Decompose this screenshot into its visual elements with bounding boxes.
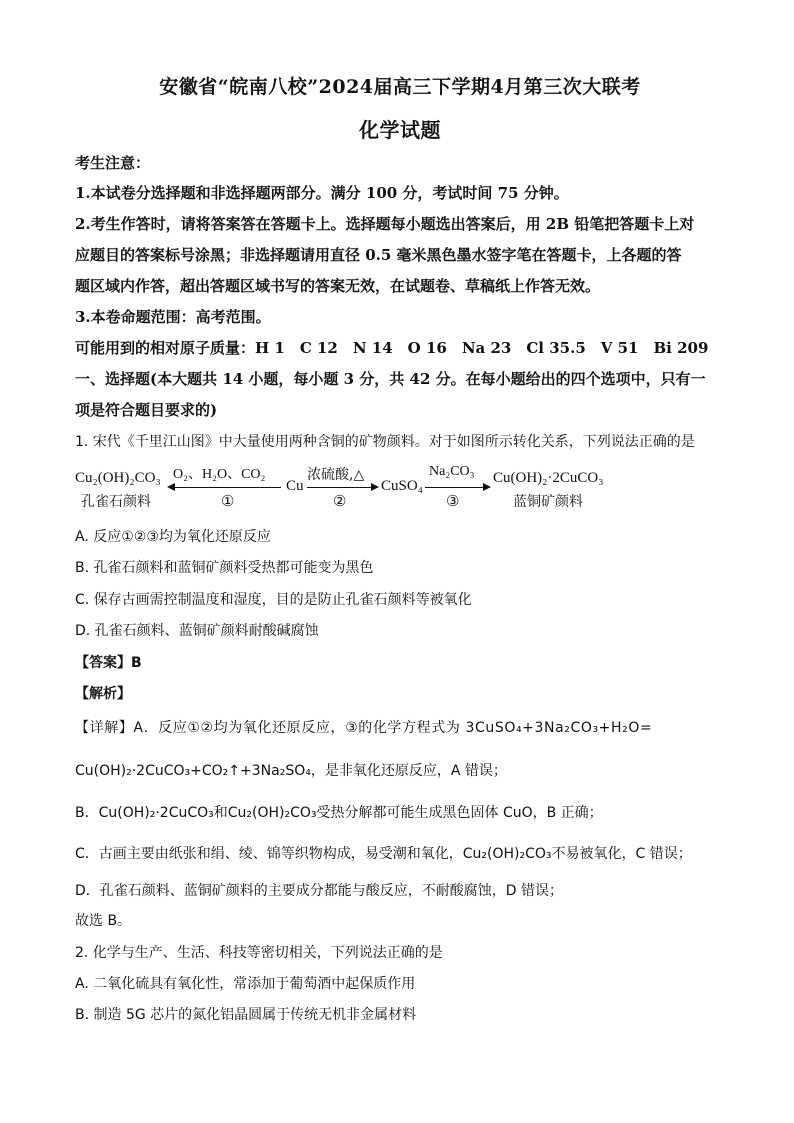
notice-heading: 考生注意： bbox=[75, 154, 151, 172]
scheme-arrow3-reagent: Na₂CO₃ bbox=[429, 464, 475, 479]
notice-item-2-cont2: 题区域内作答，超出答题区域书写的答案无效，在试题卷、草稿纸上作答无效。 bbox=[75, 277, 601, 295]
notice-item-2-cont: 应题目的答案标号涂黑；非选择题请用直径 0.5 毫米黑色墨水签字笔在答题卡，上各题的答 bbox=[75, 246, 682, 264]
scheme-copper: Cu bbox=[286, 478, 304, 494]
arrow-right-head-icon bbox=[483, 483, 491, 491]
q1-conclusion: 故选 B。 bbox=[75, 913, 132, 929]
q1-answer: 【答案】B bbox=[75, 655, 142, 671]
q1-analysis-label: 【解析】 bbox=[75, 686, 131, 702]
arrow-right-head-icon bbox=[371, 483, 379, 491]
q2-option-a: A. 二氧化硫具有氧化性，常添加于葡萄酒中起保质作用 bbox=[75, 976, 416, 992]
scheme-arrow3 bbox=[425, 487, 485, 488]
scheme-copper-sulfate: CuSO₄ bbox=[381, 478, 423, 494]
q1-option-a: A. 反应①②③均为氧化还原反应 bbox=[75, 529, 271, 545]
section1-heading-cont: 项是符合题目要求的) bbox=[75, 401, 218, 419]
q1-option-c: C. 保存古画需控制温度和湿度，目的是防止孔雀石颜料等被氧化 bbox=[75, 592, 472, 608]
scheme-arrow1-reagents: O₂、H₂O、CO₂ bbox=[173, 467, 266, 482]
scheme-arrow3-label: ③ bbox=[446, 494, 460, 510]
scheme-arrow2-label: ② bbox=[333, 494, 347, 510]
notice-item-2: 2.考生作答时，请将答案答在答题卡上。选择题每小题选出答案后，用 2B 铅笔把答题卡上对 bbox=[75, 215, 695, 233]
section1-heading: 一、选择题(本大题共 14 小题，每小题 3 分，共 42 分。在每小题给出的四个选项中，只有一 bbox=[75, 370, 706, 388]
q1-option-d: D. 孔雀石颜料、蓝铜矿颜料耐酸碱腐蚀 bbox=[75, 623, 319, 639]
scheme-arrow2 bbox=[307, 487, 373, 488]
scheme-malachite-name: 孔雀石颜料 bbox=[81, 494, 151, 510]
q1-reaction-scheme bbox=[75, 462, 635, 512]
q2-stem: 2. 化学与生产、生活、科技等密切相关，下列说法正确的是 bbox=[75, 945, 443, 961]
exam-title: 安徽省“皖南八校”2024届高三下学期4月第三次大联考 bbox=[159, 76, 641, 98]
scheme-malachite-formula: Cu₂(OH)₂CO₃ bbox=[75, 470, 161, 486]
scheme-arrow2-reagents: 浓硫酸,△ bbox=[307, 467, 365, 483]
notice-item-1: 1.本试卷分选择题和非选择题两部分。满分 100 分，考试时间 75 分钟。 bbox=[75, 184, 569, 202]
exam-subtitle: 化学试题 bbox=[359, 118, 441, 142]
q1-detail-a-cont: Cu(OH)₂·2CuCO₃+CO₂↑+3Na₂SO₄，是非氧化还原反应，A 错误； bbox=[75, 763, 507, 779]
q1-detail-c: C．古画主要由纸张和绢、绫、锦等织物构成，易受潮和氧化，Cu₂(OH)₂CO₃不易被氧化，C 错误； bbox=[75, 846, 692, 862]
notice-item-3: 3.本卷命题范围：高考范围。 bbox=[75, 308, 271, 326]
q1-detail-b: B．Cu(OH)₂·2CuCO₃和Cu₂(OH)₂CO₃受热分解都可能生成黑色固体 CuO，B 正确； bbox=[75, 805, 603, 821]
scheme-arrow1 bbox=[173, 487, 281, 488]
atomic-masses: 可能用到的相对原子质量：H 1 C 12 N 14 O 16 Na 23 Cl 35.5 V 51 Bi 209 bbox=[75, 339, 709, 357]
scheme-azurite-formula: Cu(OH)₂·2CuCO₃ bbox=[493, 470, 604, 486]
arrow-left-head-icon bbox=[167, 483, 175, 491]
q1-stem: 1. 宋代《千里江山图》中大量使用两种含铜的矿物颜料。对于如图所示转化关系，下列说法正确的是 bbox=[75, 434, 695, 450]
q1-detail-a: 【详解】A．反应①②均为氧化还原反应，③的化学方程式为 3CuSO₄+3Na₂CO₃+H₂O= bbox=[75, 720, 653, 736]
q1-option-b: B. 孔雀石颜料和蓝铜矿颜料受热都可能变为黑色 bbox=[75, 560, 374, 576]
scheme-azurite-name: 蓝铜矿颜料 bbox=[513, 494, 583, 510]
q1-detail-d: D．孔雀石颜料、蓝铜矿颜料的主要成分都能与酸反应，不耐酸腐蚀，D 错误； bbox=[75, 883, 564, 899]
scheme-arrow1-label: ① bbox=[221, 494, 235, 510]
q2-option-b: B. 制造 5G 芯片的氮化铝晶圆属于传统无机非金属材料 bbox=[75, 1007, 417, 1023]
